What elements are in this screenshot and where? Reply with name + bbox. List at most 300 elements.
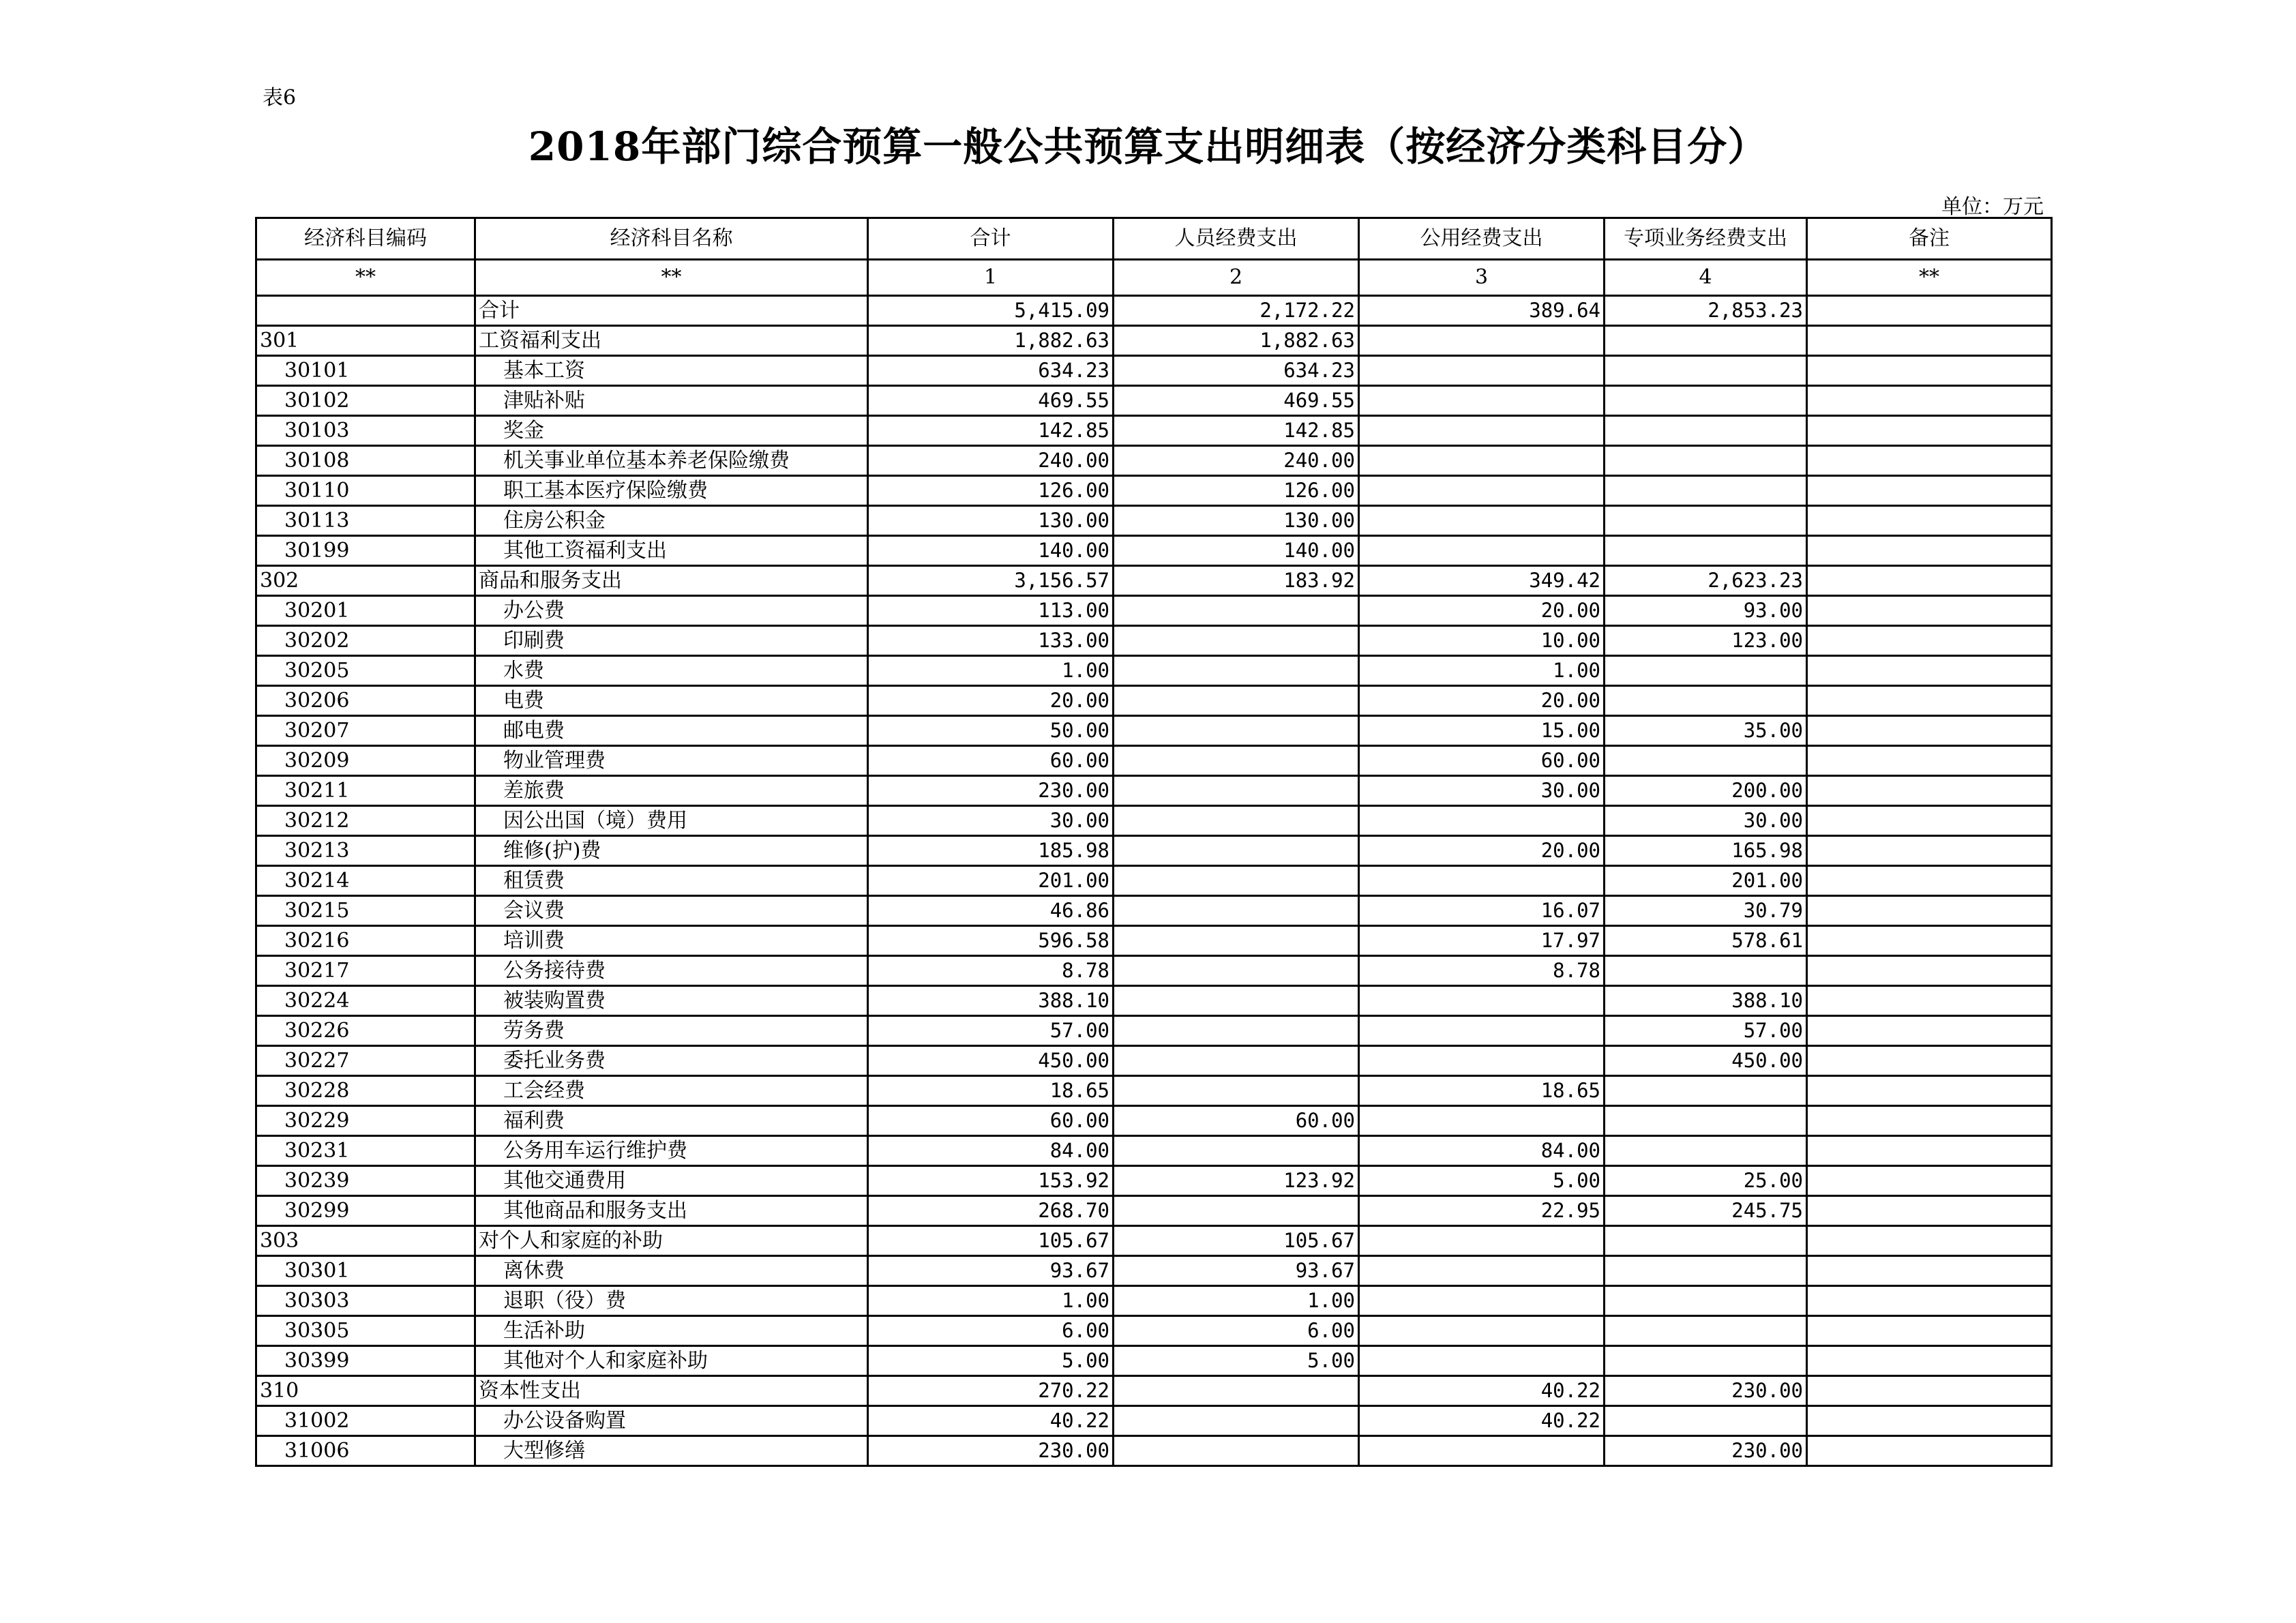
cell-note (1807, 356, 2052, 386)
table-row (256, 986, 2052, 1016)
cell-special: 30.79 (1605, 896, 1807, 926)
table-row (256, 1106, 2052, 1136)
cell-total: 240.00 (868, 446, 1114, 476)
cell-name: 商品和服务支出 (475, 566, 868, 596)
cell-public (1359, 356, 1605, 386)
cell-personnel: 105.67 (1114, 1226, 1359, 1256)
cell-special: 388.10 (1605, 986, 1807, 1016)
cell-total: 153.92 (868, 1166, 1114, 1196)
table-row (256, 296, 2052, 326)
cell-code: 30299 (256, 1196, 475, 1226)
cell-personnel (1114, 596, 1359, 626)
cell-special (1605, 1316, 1807, 1346)
cell-note (1807, 626, 2052, 656)
cell-note (1807, 1106, 2052, 1136)
cell-personnel: 469.55 (1114, 386, 1359, 416)
cell-code: 30199 (256, 536, 475, 566)
cell-public: 40.22 (1359, 1376, 1605, 1406)
cell-total: 18.65 (868, 1076, 1114, 1106)
table-row (256, 716, 2052, 746)
header-personnel: 人员经费支出 (1114, 218, 1359, 260)
cell-code: 30215 (256, 896, 475, 926)
cell-total: 30.00 (868, 806, 1114, 836)
cell-public: 15.00 (1359, 716, 1605, 746)
cell-note (1807, 326, 2052, 356)
cell-total: 130.00 (868, 506, 1114, 536)
cell-public (1359, 1316, 1605, 1346)
cell-name: 工资福利支出 (475, 326, 868, 356)
cell-code: 302 (256, 566, 475, 596)
cell-public: 20.00 (1359, 836, 1605, 866)
header-row (256, 218, 2052, 260)
cell-code: 303 (256, 1226, 475, 1256)
cell-public (1359, 1256, 1605, 1286)
cell-public (1359, 476, 1605, 506)
cell-name: 办公费 (475, 596, 868, 626)
cell-code: 30102 (256, 386, 475, 416)
cell-total: 5,415.09 (868, 296, 1114, 326)
cell-personnel (1114, 836, 1359, 866)
cell-name: 办公设备购置 (475, 1406, 868, 1436)
cell-total: 142.85 (868, 416, 1114, 446)
cell-total: 469.55 (868, 386, 1114, 416)
cell-special: 93.00 (1605, 596, 1807, 626)
cell-total: 93.67 (868, 1256, 1114, 1286)
cell-code: 31002 (256, 1406, 475, 1436)
cell-note (1807, 896, 2052, 926)
cell-name: 电费 (475, 686, 868, 716)
cell-special: 25.00 (1605, 1166, 1807, 1196)
cell-name: 培训费 (475, 926, 868, 956)
cell-personnel (1114, 1016, 1359, 1046)
cell-special (1605, 1286, 1807, 1316)
cell-total: 634.23 (868, 356, 1114, 386)
cell-public: 18.65 (1359, 1076, 1605, 1106)
cell-total: 50.00 (868, 716, 1114, 746)
cell-code: 30213 (256, 836, 475, 866)
cell-special (1605, 1346, 1807, 1376)
cell-code (256, 296, 475, 326)
cell-special: 2,853.23 (1605, 296, 1807, 326)
cell-code: 310 (256, 1376, 475, 1406)
cell-special: 245.75 (1605, 1196, 1807, 1226)
cell-public (1359, 1436, 1605, 1466)
cell-note (1807, 596, 2052, 626)
cell-special (1605, 476, 1807, 506)
cell-note (1807, 1076, 2052, 1106)
cell-code: 30301 (256, 1256, 475, 1286)
cell-special (1605, 1406, 1807, 1436)
cell-name: 水费 (475, 656, 868, 686)
cell-personnel (1114, 1136, 1359, 1166)
cell-note (1807, 1436, 2052, 1466)
table-row (256, 1136, 2052, 1166)
table-row (256, 1076, 2052, 1106)
table-row (256, 1286, 2052, 1316)
cell-public: 389.64 (1359, 296, 1605, 326)
cell-personnel (1114, 656, 1359, 686)
cell-name: 其他对个人和家庭补助 (475, 1346, 868, 1376)
cell-personnel: 183.92 (1114, 566, 1359, 596)
header-total: 合计 (868, 218, 1114, 260)
cell-special (1605, 1226, 1807, 1256)
table-row (256, 626, 2052, 656)
cell-public: 10.00 (1359, 626, 1605, 656)
cell-code: 301 (256, 326, 475, 356)
cell-code: 30224 (256, 986, 475, 1016)
cell-code: 30226 (256, 1016, 475, 1046)
cell-special (1605, 1106, 1807, 1136)
header-code: 经济科目编码 (256, 218, 475, 260)
table-row (256, 1376, 2052, 1406)
table-row (256, 566, 2052, 596)
cell-personnel (1114, 626, 1359, 656)
cell-special (1605, 386, 1807, 416)
cell-special (1605, 446, 1807, 476)
cell-code: 30229 (256, 1106, 475, 1136)
cell-total: 268.70 (868, 1196, 1114, 1226)
table-row (256, 476, 2052, 506)
table-row (256, 896, 2052, 926)
cell-public: 22.95 (1359, 1196, 1605, 1226)
table-row (256, 1046, 2052, 1076)
cell-name: 因公出国（境）费用 (475, 806, 868, 836)
index-name: ** (475, 260, 868, 296)
cell-total: 450.00 (868, 1046, 1114, 1076)
cell-special: 201.00 (1605, 866, 1807, 896)
cell-code: 30228 (256, 1076, 475, 1106)
cell-total: 230.00 (868, 776, 1114, 806)
cell-code: 30217 (256, 956, 475, 986)
cell-public (1359, 866, 1605, 896)
cell-total: 6.00 (868, 1316, 1114, 1346)
cell-name: 生活补助 (475, 1316, 868, 1346)
cell-name: 福利费 (475, 1106, 868, 1136)
cell-special (1605, 506, 1807, 536)
cell-personnel (1114, 866, 1359, 896)
cell-special: 165.98 (1605, 836, 1807, 866)
cell-code: 30205 (256, 656, 475, 686)
index-personnel: 2 (1114, 260, 1359, 296)
cell-name: 其他工资福利支出 (475, 536, 868, 566)
cell-note (1807, 1376, 2052, 1406)
cell-name: 合计 (475, 296, 868, 326)
cell-personnel (1114, 1196, 1359, 1226)
cell-public (1359, 536, 1605, 566)
cell-special: 230.00 (1605, 1436, 1807, 1466)
cell-name: 劳务费 (475, 1016, 868, 1046)
cell-total: 105.67 (868, 1226, 1114, 1256)
cell-public (1359, 1046, 1605, 1076)
cell-total: 113.00 (868, 596, 1114, 626)
cell-name: 物业管理费 (475, 746, 868, 776)
cell-public (1359, 506, 1605, 536)
cell-personnel: 140.00 (1114, 536, 1359, 566)
cell-public: 40.22 (1359, 1406, 1605, 1436)
cell-note (1807, 956, 2052, 986)
cell-personnel (1114, 686, 1359, 716)
index-special: 4 (1605, 260, 1807, 296)
cell-code: 30399 (256, 1346, 475, 1376)
cell-total: 201.00 (868, 866, 1114, 896)
cell-total: 596.58 (868, 926, 1114, 956)
cell-code: 30209 (256, 746, 475, 776)
cell-special (1605, 536, 1807, 566)
cell-total: 84.00 (868, 1136, 1114, 1166)
table-row (256, 506, 2052, 536)
cell-code: 30216 (256, 926, 475, 956)
cell-name: 委托业务费 (475, 1046, 868, 1076)
cell-name: 租赁费 (475, 866, 868, 896)
table-number-label: 表6 (263, 86, 297, 110)
index-code: ** (256, 260, 475, 296)
page-title: 2018年部门综合预算一般公共预算支出明细表（按经济分类科目分） (528, 123, 1768, 170)
cell-public (1359, 386, 1605, 416)
cell-note (1807, 836, 2052, 866)
cell-personnel (1114, 1376, 1359, 1406)
cell-personnel (1114, 1406, 1359, 1436)
cell-total: 3,156.57 (868, 566, 1114, 596)
cell-note (1807, 1256, 2052, 1286)
table-row (256, 596, 2052, 626)
table-row (256, 446, 2052, 476)
cell-code: 30239 (256, 1166, 475, 1196)
table-row (256, 836, 2052, 866)
cell-public: 60.00 (1359, 746, 1605, 776)
cell-personnel (1114, 806, 1359, 836)
table-row (256, 746, 2052, 776)
cell-note (1807, 1136, 2052, 1166)
cell-note (1807, 806, 2052, 836)
cell-special: 2,623.23 (1605, 566, 1807, 596)
cell-public: 1.00 (1359, 656, 1605, 686)
cell-name: 其他交通费用 (475, 1166, 868, 1196)
cell-name: 资本性支出 (475, 1376, 868, 1406)
cell-special: 578.61 (1605, 926, 1807, 956)
cell-note (1807, 746, 2052, 776)
cell-note (1807, 1016, 2052, 1046)
cell-note (1807, 566, 2052, 596)
cell-code: 30206 (256, 686, 475, 716)
cell-name: 住房公积金 (475, 506, 868, 536)
cell-public (1359, 1106, 1605, 1136)
cell-special: 57.00 (1605, 1016, 1807, 1046)
cell-special (1605, 1136, 1807, 1166)
cell-public (1359, 986, 1605, 1016)
unit-label: 单位：万元 (1941, 195, 2044, 219)
cell-note (1807, 296, 2052, 326)
cell-name: 差旅费 (475, 776, 868, 806)
cell-public: 5.00 (1359, 1166, 1605, 1196)
cell-personnel (1114, 1436, 1359, 1466)
cell-note (1807, 416, 2052, 446)
cell-personnel (1114, 896, 1359, 926)
cell-name: 大型修缮 (475, 1436, 868, 1466)
cell-note (1807, 1406, 2052, 1436)
cell-special (1605, 326, 1807, 356)
table-row (256, 536, 2052, 566)
cell-name: 其他商品和服务支出 (475, 1196, 868, 1226)
header-note: 备注 (1807, 218, 2052, 260)
cell-total: 270.22 (868, 1376, 1114, 1406)
header-public: 公用经费支出 (1359, 218, 1605, 260)
cell-note (1807, 926, 2052, 956)
cell-note (1807, 536, 2052, 566)
table-row (256, 1226, 2052, 1256)
cell-note (1807, 686, 2052, 716)
cell-name: 对个人和家庭的补助 (475, 1226, 868, 1256)
table-row (256, 1436, 2052, 1466)
cell-name: 机关事业单位基本养老保险缴费 (475, 446, 868, 476)
table-row (256, 1166, 2052, 1196)
cell-code: 30214 (256, 866, 475, 896)
cell-total: 46.86 (868, 896, 1114, 926)
cell-public (1359, 326, 1605, 356)
index-row (256, 260, 2052, 296)
cell-name: 维修(护)费 (475, 836, 868, 866)
cell-name: 津贴补贴 (475, 386, 868, 416)
cell-note (1807, 986, 2052, 1016)
cell-public (1359, 806, 1605, 836)
cell-note (1807, 1346, 2052, 1376)
cell-special (1605, 416, 1807, 446)
cell-name: 公务用车运行维护费 (475, 1136, 868, 1166)
cell-special (1605, 1076, 1807, 1106)
index-total: 1 (868, 260, 1114, 296)
cell-note (1807, 446, 2052, 476)
cell-code: 30211 (256, 776, 475, 806)
cell-note (1807, 776, 2052, 806)
cell-total: 57.00 (868, 1016, 1114, 1046)
cell-personnel: 6.00 (1114, 1316, 1359, 1346)
cell-code: 30110 (256, 476, 475, 506)
cell-note (1807, 1196, 2052, 1226)
cell-special (1605, 656, 1807, 686)
cell-personnel (1114, 956, 1359, 986)
cell-public: 16.07 (1359, 896, 1605, 926)
cell-public (1359, 416, 1605, 446)
cell-special (1605, 1256, 1807, 1286)
cell-personnel: 1.00 (1114, 1286, 1359, 1316)
cell-code: 30212 (256, 806, 475, 836)
cell-public: 84.00 (1359, 1136, 1605, 1166)
cell-personnel (1114, 926, 1359, 956)
cell-name: 退职（役）费 (475, 1286, 868, 1316)
cell-total: 20.00 (868, 686, 1114, 716)
cell-note (1807, 1286, 2052, 1316)
cell-special: 450.00 (1605, 1046, 1807, 1076)
cell-personnel: 240.00 (1114, 446, 1359, 476)
cell-special: 230.00 (1605, 1376, 1807, 1406)
table-row (256, 1016, 2052, 1046)
table-row (256, 1196, 2052, 1226)
cell-total: 140.00 (868, 536, 1114, 566)
header-special: 专项业务经费支出 (1605, 218, 1807, 260)
cell-special (1605, 686, 1807, 716)
cell-special (1605, 956, 1807, 986)
cell-personnel: 5.00 (1114, 1346, 1359, 1376)
cell-personnel: 2,172.22 (1114, 296, 1359, 326)
cell-personnel (1114, 1076, 1359, 1106)
cell-code: 30207 (256, 716, 475, 746)
cell-public (1359, 1346, 1605, 1376)
cell-total: 60.00 (868, 1106, 1114, 1136)
table-row (256, 806, 2052, 836)
cell-total: 1.00 (868, 1286, 1114, 1316)
cell-total: 388.10 (868, 986, 1114, 1016)
cell-code: 30113 (256, 506, 475, 536)
table-body (256, 296, 2052, 1466)
cell-note (1807, 1226, 2052, 1256)
cell-name: 被装购置费 (475, 986, 868, 1016)
cell-code: 30202 (256, 626, 475, 656)
cell-total: 133.00 (868, 626, 1114, 656)
cell-personnel (1114, 716, 1359, 746)
header-name: 经济科目名称 (475, 218, 868, 260)
cell-name: 印刷费 (475, 626, 868, 656)
table-row (256, 956, 2052, 986)
table-row (256, 1256, 2052, 1286)
cell-name: 奖金 (475, 416, 868, 446)
cell-code: 31006 (256, 1436, 475, 1466)
table-row (256, 926, 2052, 956)
table-row (256, 1316, 2052, 1346)
cell-note (1807, 506, 2052, 536)
cell-total: 1.00 (868, 656, 1114, 686)
table-row (256, 656, 2052, 686)
cell-public (1359, 1226, 1605, 1256)
cell-note (1807, 386, 2052, 416)
cell-personnel: 93.67 (1114, 1256, 1359, 1286)
cell-code: 30303 (256, 1286, 475, 1316)
cell-code: 30227 (256, 1046, 475, 1076)
cell-public: 17.97 (1359, 926, 1605, 956)
cell-personnel: 60.00 (1114, 1106, 1359, 1136)
cell-public: 30.00 (1359, 776, 1605, 806)
cell-code: 30231 (256, 1136, 475, 1166)
table-row (256, 416, 2052, 446)
cell-personnel: 130.00 (1114, 506, 1359, 536)
cell-name: 职工基本医疗保险缴费 (475, 476, 868, 506)
cell-total: 230.00 (868, 1436, 1114, 1466)
cell-special: 200.00 (1605, 776, 1807, 806)
cell-public (1359, 1016, 1605, 1046)
cell-total: 185.98 (868, 836, 1114, 866)
cell-name: 会议费 (475, 896, 868, 926)
table-row (256, 1346, 2052, 1376)
cell-personnel (1114, 746, 1359, 776)
cell-special: 30.00 (1605, 806, 1807, 836)
cell-personnel: 634.23 (1114, 356, 1359, 386)
cell-total: 8.78 (868, 956, 1114, 986)
cell-personnel (1114, 986, 1359, 1016)
cell-code: 30103 (256, 416, 475, 446)
cell-personnel: 1,882.63 (1114, 326, 1359, 356)
table-row (256, 356, 2052, 386)
cell-total: 40.22 (868, 1406, 1114, 1436)
index-public: 3 (1359, 260, 1605, 296)
cell-special (1605, 746, 1807, 776)
cell-special: 123.00 (1605, 626, 1807, 656)
cell-public (1359, 1286, 1605, 1316)
cell-code: 30201 (256, 596, 475, 626)
cell-note (1807, 1166, 2052, 1196)
cell-personnel: 126.00 (1114, 476, 1359, 506)
cell-total: 5.00 (868, 1346, 1114, 1376)
table-row (256, 776, 2052, 806)
table-row (256, 326, 2052, 356)
cell-public: 20.00 (1359, 596, 1605, 626)
